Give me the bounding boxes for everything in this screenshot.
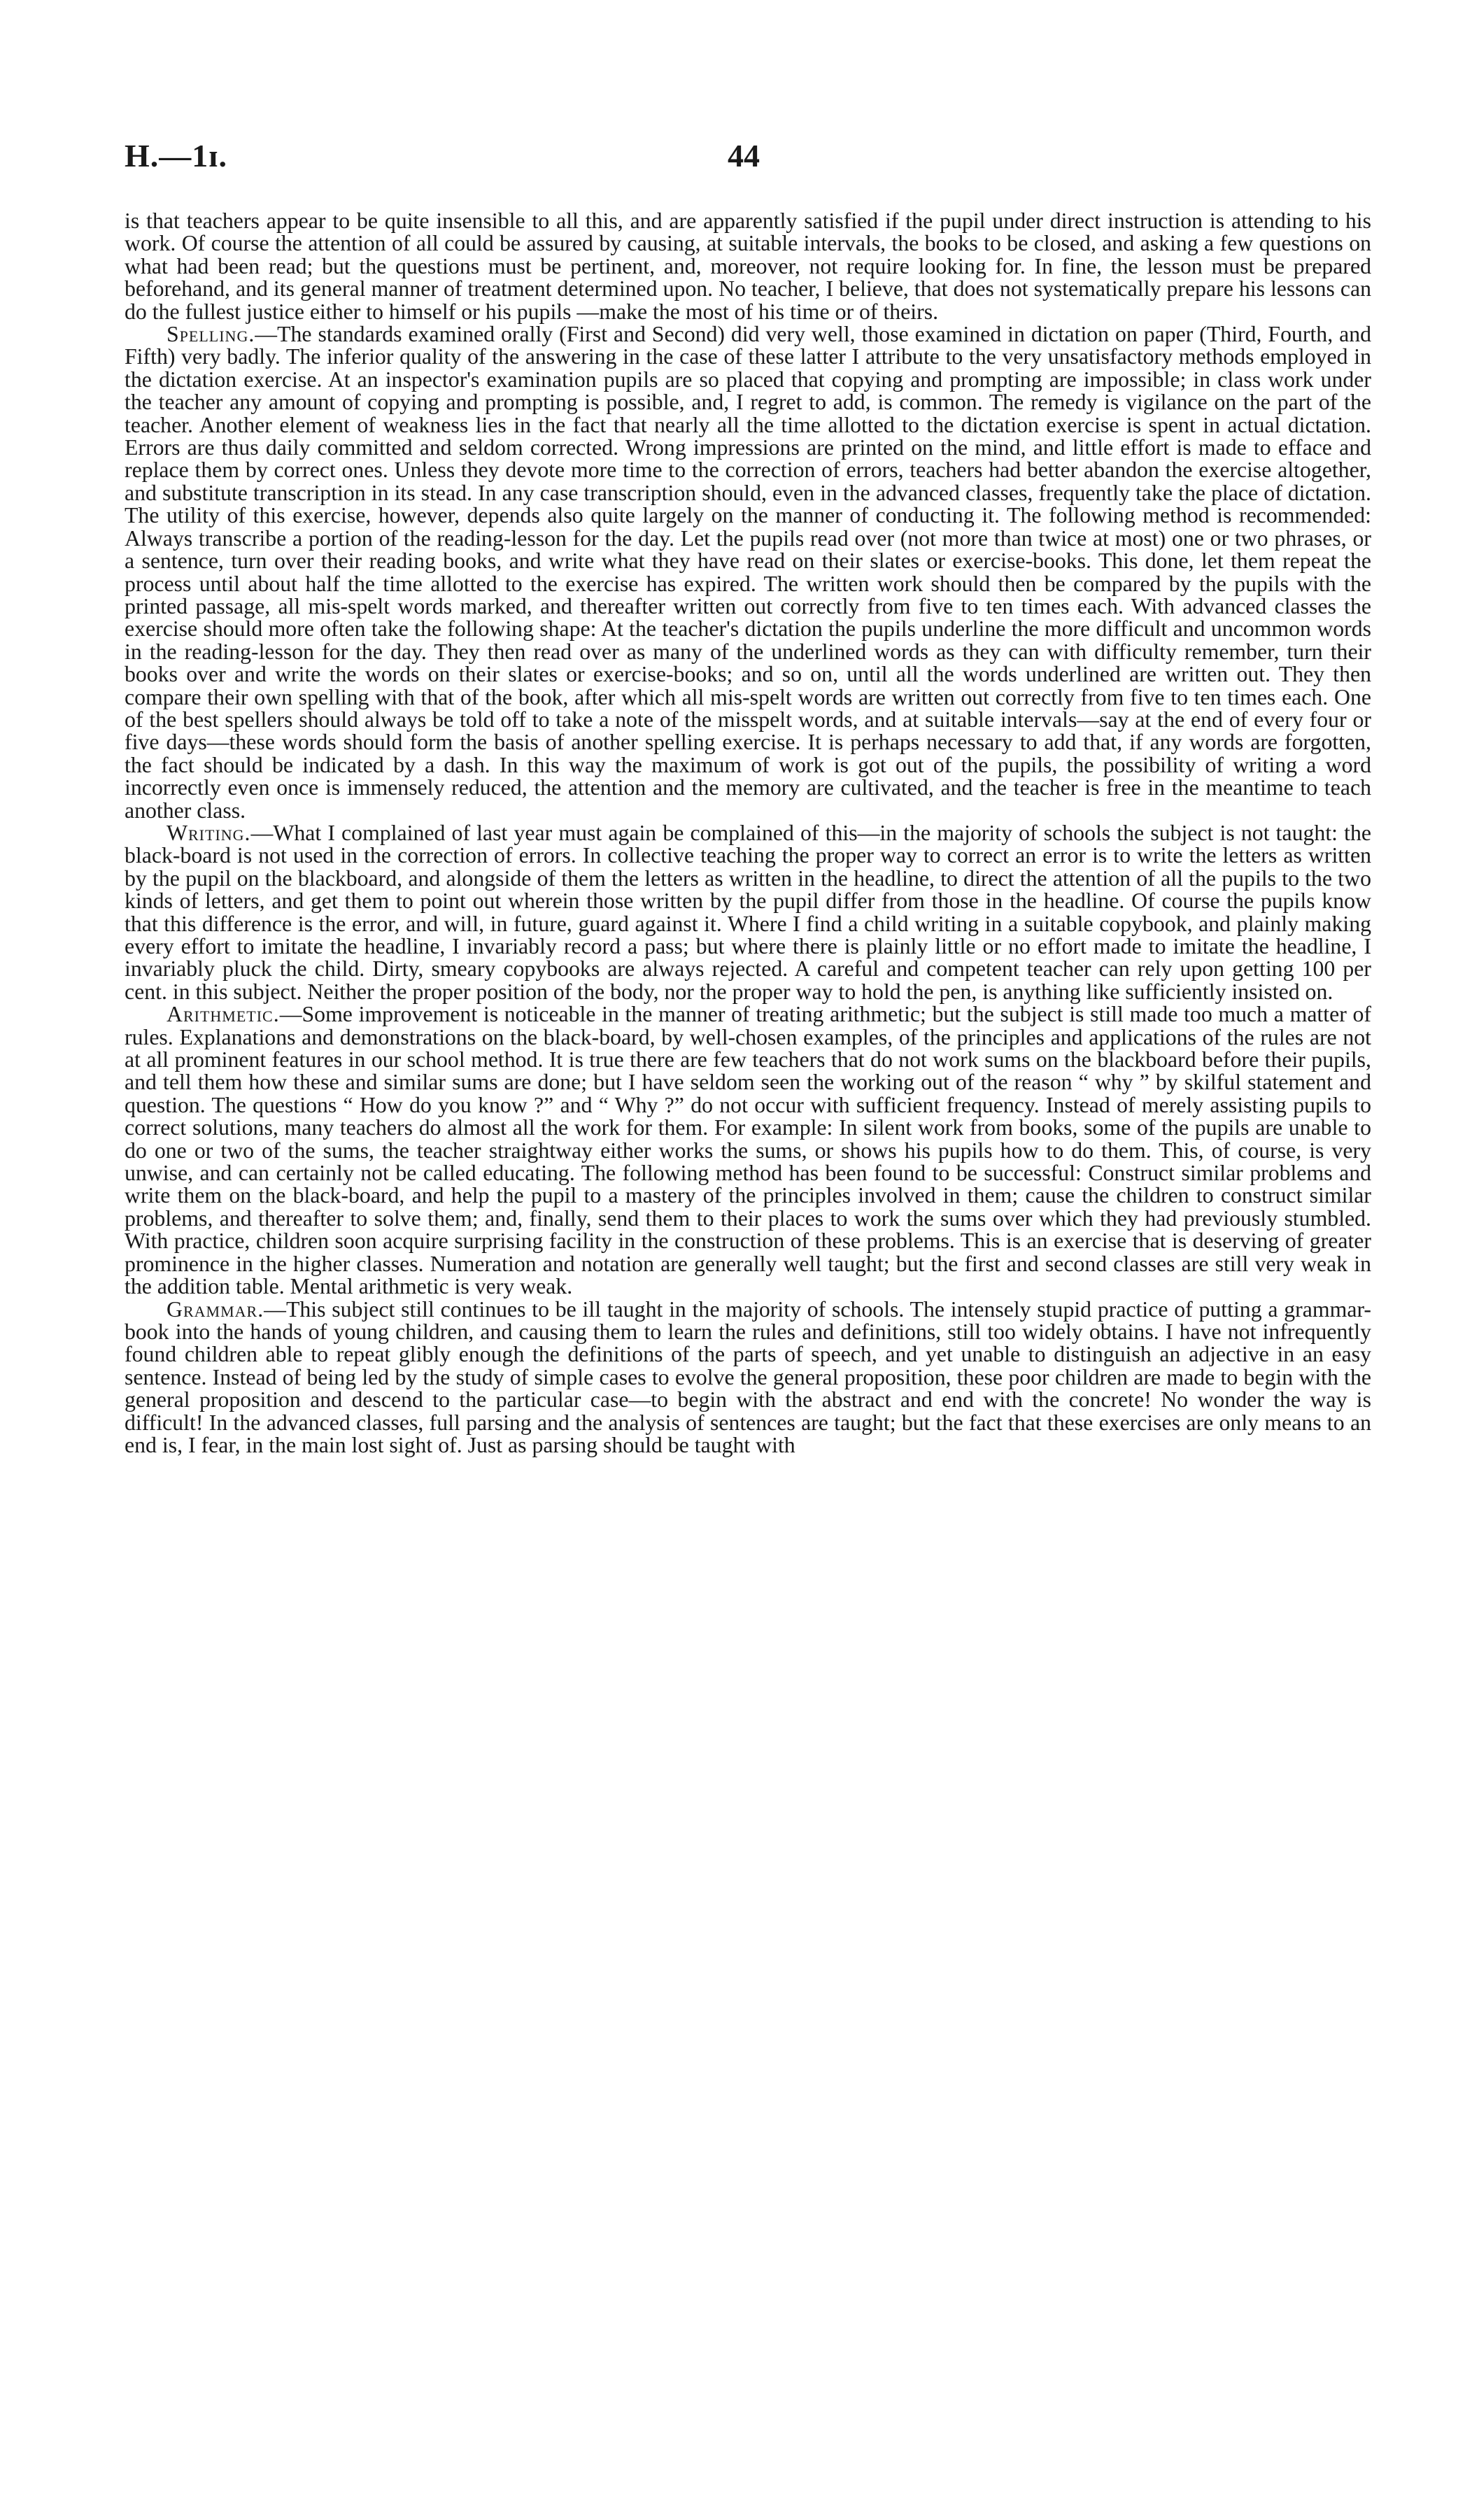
body-text [125,210,1371,1457]
page-number: 44 [728,138,760,174]
paragraph-text: —The standards examined orally (First and Second) did very well, those examined in dictation on paper (Third, Fourth, and Fifth) very badly. The inferior quality of the answering in the case of these latter I attribute to the very unsatisfactory methods employed in the dictation exercise. At an inspector's examination pupils are so placed that copying and prompting are impossible; in class work under the teacher any amount of copying and prompting is possible, and, I regret to add, is common. The remedy is vigilance on the part of the teacher. Another element of weakness lies in the fact that nearly all the time allotted to the dictation exercise is spent in actual dictation. Errors are thus daily committed and seldom corrected. Wrong impressions are printed on the mind, and little effort is made to efface and replace them by correct ones. Unless they devote more time to the correction of errors, teachers had better abandon the exercise altogether, and substitute transcription in its stead. In any case transcription should, even in the advanced classes, frequently take the place of dictation. The utility of this exercise, however, depends also quite largely on the manner of conducting it. The following method is recommended: Always transcribe a portion of the reading-lesson for the day. Let the pupils read over (not more than twice at most) one or two phrases, or a sentence, turn over their reading books, and write what they have read on their slates or exercise-books. This done, let them repeat the process until about half the time allotted to the exercise has expired. The written work should then be compared by the pupils with the printed passage, all mis-spelt words marked, and thereafter written out correctly from five to ten times each. With advanced classes the exercise should more often take the following shape: At the teacher's dictation the pupils underline the more difficult and uncommon words in the reading-lesson for the day. They then read over as many of the underlined words as they can with difficulty remember, turn their books over and write the words on their slates or exercise-books; and so on, until all the words underlined are written out. They then compare their own spelling with that of the book, after which all mis-spelt words are written out correctly from five to ten times each. One of the best spellers should always be told off to take a note of the misspelt words, and at suitable intervals—say at the end of every four or five days—these words should form the basis of another spelling exercise. It is perhaps necessary to add that, if any words are forgotten, the fact should be indicated by a dash. In this way the maximum of work is got out of the pupils, the possibility of writing a word incorrectly even once is immensely reduced, the attention and the memory are cultivated, and the teacher is free in the meantime to teach another class. [125,322,1371,823]
section-heading-grammar: Grammar. [167,1296,264,1322]
paragraph-spelling [125,323,1371,822]
section-heading-writing: Writing. [167,820,251,845]
paragraph-writing [125,822,1371,1003]
paragraph-arithmetic [125,1003,1371,1298]
paragraph-text: —This subject still continues to be ill taught in the majority of schools. The intensely stupid practice of putting a grammar-book into the hands of young children, and causing them to learn the rules and definitions, still too widely obtains. I have not infrequently found children able to repeat glibly enough the definitions of the parts of speech, and yet unable to distinguish an adjective in an easy sentence. Instead of being led by the study of simple cases to evolve the general proposition, these poor children are made to begin with the general proposition and descend to the particular case—to begin with the abstract and end with the concrete! No wonder the way is difficult! In the advanced classes, full parsing and the analysis of sentences are taught; but the fact that these exercises are only means to an end is, I fear, in the main lost sight of. Just as parsing should be taught with [125,1296,1371,1457]
paragraph-grammar [125,1298,1371,1457]
paragraph-text: —Some improvement is noticeable in the manner of treating arithmetic; but the subject is still made too much a matter of rules. Explanations and demonstrations on the black-board, by well-chosen examples, of the principles and applications of the rules are not at all prominent features in our school method. It is true there are few teachers that do not work sums on the blackboard before their pupils, and tell them how these and similar sums are done; but I have seldom seen the working out of the reason “ why ” by skilful statement and question. The questions “ How do you know ?” and “ Why ?” do not occur with sufficient frequency. Instead of merely assisting pupils to correct solutions, many teachers do almost all the work for them. For example: In silent work from books, some of the pupils are unable to do one or two of the sums, the teacher straightway either works the sums, or shows his pupils how to do them. This, of course, is very unwise, and can certainly not be called educating. The following method has been found to be successful: Construct similar problems and write them on the black-board, and help the pupil to a mastery of the principles involved in them; cause the children to construct similar problems, and thereafter to solve them; and, finally, send them to their places to work the sums over which they had previously stumbled. With practice, children soon acquire surprising facility in the construction of these problems. This is an exercise that is deserving of greater prominence in the higher classes. Numeration and notation are generally well taught; but the first and second classes are still very weak in the addition table. Mental arithmetic is very weak. [125,1002,1371,1299]
section-heading-arithmetic: Arithmetic. [167,1002,280,1027]
paragraph-text: —What I complained of last year must again be complained of this—in the majority of schools the subject is not taught: the black-board is not used in the correction of errors. In collective teaching the proper way to correct an error is to write the letters as written by the pupil on the blackboard, and alongside of them the letters as written in the headline, to direct the attention of all the pupils to the two kinds of letters, and get them to point out wherein those written by the pupil differ from those in the headline. Of course the pupils know that this difference is the error, and will, in future, guard against it. Where I find a child writing in a suitable copybook, and plainly making every effort to imitate the headline, I invariably record a pass; but where there is plainly little or no effort made to imitate the headline, I invariably pluck the child. Dirty, smeary copybooks are always rejected. A careful and competent teacher can rely upon getting 100 per cent. in this subject. Neither the proper position of the body, nor the proper way to hold the pen, is anything like sufficiently insisted on. [125,820,1371,1004]
document-reference: H.—1ɪ. [125,138,228,174]
paragraph-continued [125,210,1371,323]
paragraph-text: is that teachers appear to be quite insensible to all this, and are apparently satisfied if the pupil under direct instruction is attending to his work. Of course the attention of all could be assured by causing, at suitable intervals, the books to be closed, and asking a few questions on what had been read; but the questions must be pertinent, and, moreover, not require looking for. In fine, the lesson must be prepared beforehand, and its general manner of treatment determined upon. No teacher, I believe, that does not systematically prepare his lessons can do the fullest justice either to himself or his pupils —make the most of his time or of theirs. [125,208,1371,324]
section-heading-spelling: Spelling. [167,322,255,347]
page-header [125,137,1371,179]
